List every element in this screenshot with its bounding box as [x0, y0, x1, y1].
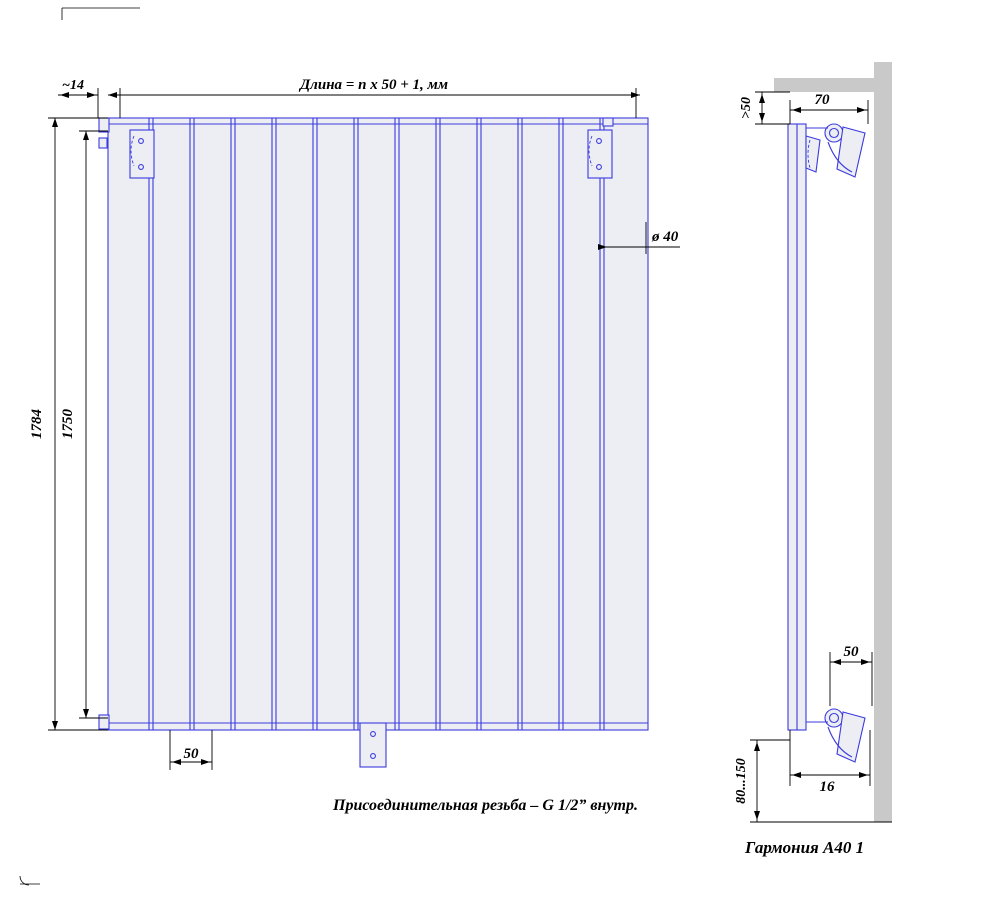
inner-height-label: 1750 [60, 409, 76, 439]
dimension-pitch [170, 730, 212, 770]
dimension-left-offset [58, 78, 98, 118]
top-gap-label: >50 [739, 97, 754, 119]
side-bracket-top [806, 124, 865, 177]
wall-bracket-bottom-center [360, 723, 386, 767]
wall-ceiling [774, 78, 892, 92]
tube-diameter-label: ø 40 [652, 229, 679, 245]
pitch-label: 50 [183, 746, 199, 762]
bottom-bracket-label: 50 [843, 644, 859, 660]
dimension-length [108, 77, 640, 118]
side-bracket-bottom [806, 709, 865, 762]
model-title: Гармония А40 1 [745, 838, 865, 857]
side-view [734, 62, 892, 857]
wall-vertical [874, 62, 892, 822]
dimension-top-bracket [790, 92, 868, 124]
dimension-inner-height [60, 131, 108, 718]
dimension-top-gap [739, 92, 790, 124]
overall-height-label: 1784 [29, 409, 45, 439]
length-dimension-label: Длина = n x 50 + 1, мм [299, 77, 449, 93]
dimension-bottom-bracket [830, 644, 872, 706]
left-offset-label: ~14 [62, 78, 84, 93]
front-view [29, 77, 680, 814]
bottom-offset-label: 16 [819, 779, 835, 795]
wall-bracket-top-left [130, 130, 154, 178]
floor-gap-label: 80...150 [734, 758, 749, 804]
radiator-side-body [788, 124, 806, 730]
radiator-front-body [108, 118, 648, 730]
thread-note: Присоединительная резьба – G 1/2” внутр. [333, 797, 638, 814]
wall-bracket-top-right [588, 130, 612, 178]
top-bracket-label: 70 [814, 92, 830, 108]
dimension-floor-gap [734, 740, 892, 822]
